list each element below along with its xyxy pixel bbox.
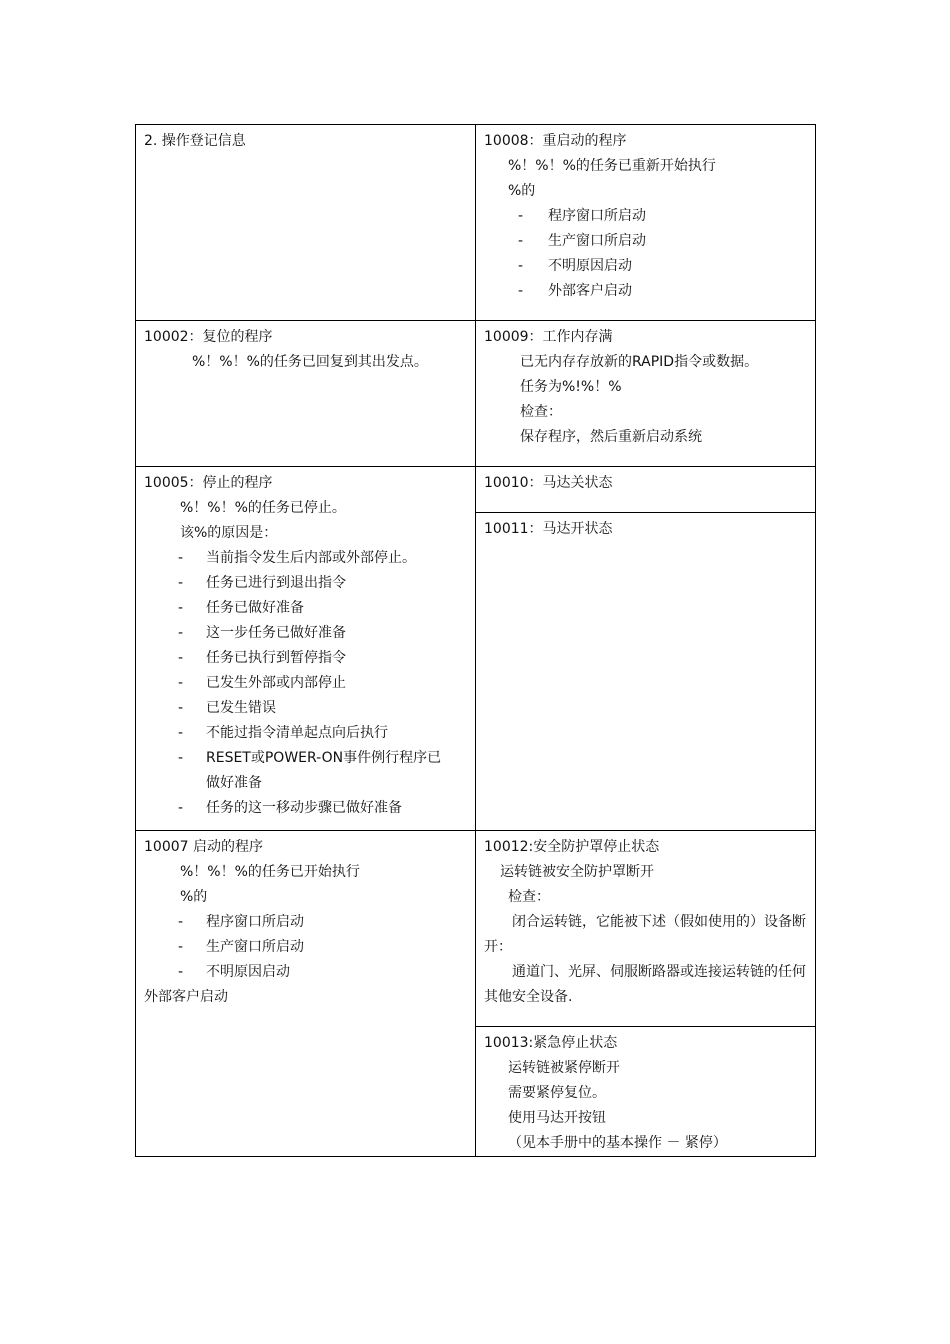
list-item-text: 当前指令发生后内部或外部停止。 bbox=[206, 550, 416, 566]
message-line: %！%！%的任务已重新开始执行 bbox=[508, 158, 716, 174]
list-item-text: 已发生错误 bbox=[206, 700, 276, 716]
list-item-text: 程序窗口所启动 bbox=[548, 208, 646, 224]
message-line: 需要紧停复位。 bbox=[508, 1085, 606, 1101]
bullet-dash: - bbox=[178, 625, 184, 641]
message-line: 使用马达开按钮 bbox=[508, 1110, 606, 1126]
list-item-text: 任务的这一移动步骤已做好准备 bbox=[206, 800, 402, 816]
list-item bbox=[144, 671, 467, 696]
message-title: 10012:安全防护罩停止状态 bbox=[484, 839, 660, 855]
message-title: 10005：停止的程序 bbox=[144, 475, 273, 491]
bullet-dash: - bbox=[178, 914, 184, 930]
bullet-dash: - bbox=[518, 233, 524, 249]
bullet-dash: - bbox=[178, 725, 184, 741]
list-item bbox=[144, 796, 467, 821]
bullet-dash: - bbox=[178, 750, 184, 766]
bullet-dash: - bbox=[518, 283, 524, 299]
message-line: 检查： bbox=[508, 889, 550, 905]
list-item-text: 不能过指令清单起点向后执行 bbox=[206, 725, 388, 741]
message-title: 10013:紧急停止状态 bbox=[484, 1035, 618, 1051]
message-line: 检查： bbox=[520, 404, 562, 420]
cell-10011 bbox=[476, 513, 816, 831]
list-item bbox=[144, 621, 467, 646]
bullet-dash: - bbox=[518, 258, 524, 274]
list-item bbox=[484, 254, 807, 279]
message-title: 10009：工作内存满 bbox=[484, 329, 613, 345]
message-title: 10002：复位的程序 bbox=[144, 329, 273, 345]
list-item-text: 这一步任务已做好准备 bbox=[206, 625, 346, 641]
list-item bbox=[144, 696, 467, 721]
table-row bbox=[136, 125, 816, 321]
list-item-text: 任务已做好准备 bbox=[206, 600, 304, 616]
bullet-dash: - bbox=[178, 800, 184, 816]
bullet-dash: - bbox=[178, 964, 184, 980]
bullet-dash: - bbox=[178, 600, 184, 616]
list-item bbox=[144, 596, 467, 621]
list-item bbox=[484, 229, 807, 254]
message-line: 已无内存存放新的RAPID指令或数据。 bbox=[520, 354, 759, 370]
cell-10013 bbox=[476, 1027, 816, 1157]
message-line: 保存程序，然后重新启动系统 bbox=[520, 429, 702, 445]
list-item bbox=[144, 721, 467, 746]
list-item-text: 程序窗口所启动 bbox=[206, 914, 304, 930]
message-title: 10008：重启动的程序 bbox=[484, 133, 627, 149]
bullet-dash: - bbox=[178, 550, 184, 566]
cell-10002 bbox=[136, 321, 476, 467]
section-heading: 2. 操作登记信息 bbox=[144, 133, 246, 149]
list-item bbox=[484, 279, 807, 304]
cell-10012 bbox=[476, 831, 816, 1027]
message-paragraph: 闭合运转链，它能被下述（假如使用的）设备断开： bbox=[484, 914, 806, 955]
list-item bbox=[144, 546, 467, 571]
list-item bbox=[144, 646, 467, 671]
cell-10009 bbox=[476, 321, 816, 467]
list-item-text: 外部客户启动 bbox=[548, 283, 632, 299]
bullet-dash: - bbox=[178, 939, 184, 955]
cell-10010 bbox=[476, 467, 816, 513]
list-item-text: 已发生外部或内部停止 bbox=[206, 675, 346, 691]
bullet-dash: - bbox=[178, 575, 184, 591]
bullet-dash: - bbox=[518, 208, 524, 224]
list-item-text: 生产窗口所启动 bbox=[548, 233, 646, 249]
message-title: 10011：马达开状态 bbox=[484, 521, 613, 537]
list-item-text: 任务已进行到退出指令 bbox=[206, 575, 346, 591]
message-line: %！%！%的任务已停止。 bbox=[180, 500, 346, 516]
table-row bbox=[136, 321, 816, 467]
message-line: 运转链被紧停断开 bbox=[508, 1060, 620, 1076]
table-row bbox=[136, 831, 816, 1027]
message-line: （见本手册中的基本操作 － 紧停） bbox=[508, 1135, 727, 1151]
cell-operation-log-heading bbox=[136, 125, 476, 321]
message-line: %！%！%的任务已开始执行 bbox=[180, 864, 360, 880]
bullet-dash: - bbox=[178, 675, 184, 691]
list-item bbox=[144, 571, 467, 596]
cell-10005 bbox=[136, 467, 476, 831]
list-item bbox=[144, 910, 467, 935]
bullet-dash: - bbox=[178, 650, 184, 666]
list-item bbox=[144, 960, 467, 985]
message-line: %的 bbox=[180, 889, 208, 905]
list-item bbox=[484, 204, 807, 229]
cell-10008 bbox=[476, 125, 816, 321]
cell-10007 bbox=[136, 831, 476, 1157]
list-item-text: 不明原因启动 bbox=[206, 964, 290, 980]
list-item-text: 任务已执行到暂停指令 bbox=[206, 650, 346, 666]
list-item bbox=[144, 746, 467, 771]
event-message-table bbox=[135, 124, 816, 1157]
list-item-text: 生产窗口所启动 bbox=[206, 939, 304, 955]
list-item-text: 不明原因启动 bbox=[548, 258, 632, 274]
message-line: 运转链被安全防护罩断开 bbox=[500, 864, 654, 880]
message-title: 10010：马达关状态 bbox=[484, 475, 613, 491]
message-line: %的 bbox=[508, 183, 536, 199]
message-line: 外部客户启动 bbox=[144, 989, 228, 1005]
message-line: 任务为%!%！% bbox=[520, 379, 622, 395]
table-row bbox=[136, 467, 816, 513]
message-title: 10007 启动的程序 bbox=[144, 839, 263, 855]
bullet-dash: - bbox=[178, 700, 184, 716]
message-line: 该%的原因是： bbox=[180, 525, 278, 541]
message-paragraph: 通道门、光屏、伺服断路器或连接运转链的任何其他安全设备. bbox=[484, 964, 806, 1005]
list-item-text: RESET或POWER-ON事件例行程序已 bbox=[206, 750, 442, 766]
message-line: %！%！%的任务已回复到其出发点。 bbox=[192, 354, 428, 370]
list-item-continuation: 做好准备 bbox=[206, 775, 262, 791]
list-item bbox=[144, 935, 467, 960]
